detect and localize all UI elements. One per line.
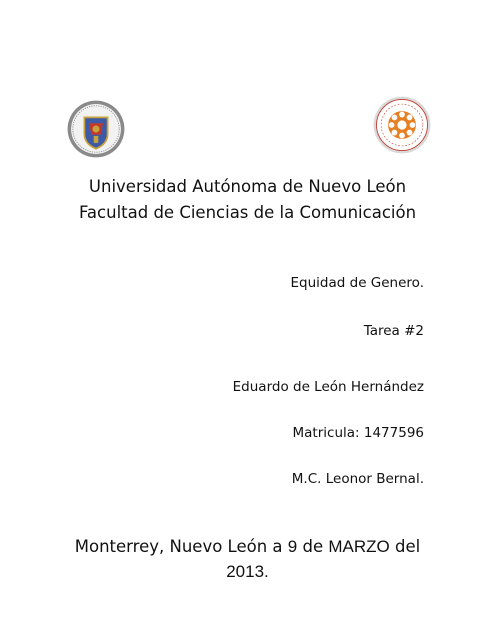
- place-text: Monterrey, Nuevo León a: [74, 537, 288, 556]
- author-name: Eduardo de León Hernández: [232, 379, 424, 395]
- university-seal-icon: [67, 100, 125, 158]
- faculty-seal-icon: [373, 96, 431, 154]
- date-month: MARZO: [328, 537, 390, 556]
- faculty-name: Facultad de Ciencias de la Comunicación: [78, 203, 417, 222]
- teacher-name: M.C. Leonor Bernal.: [291, 471, 424, 487]
- university-name: Universidad Autónoma de Nuevo León: [88, 177, 407, 196]
- date-del: del: [389, 537, 421, 556]
- subject-name: Equidad de Genero.: [290, 275, 424, 291]
- place-date-line: [0, 537, 495, 557]
- date-de: de: [297, 537, 329, 556]
- student-id: Matricula: 1477596: [292, 425, 424, 441]
- task-number: Tarea #2: [363, 323, 424, 339]
- date-year: 2013.: [226, 562, 269, 581]
- date-day: 9: [287, 537, 298, 556]
